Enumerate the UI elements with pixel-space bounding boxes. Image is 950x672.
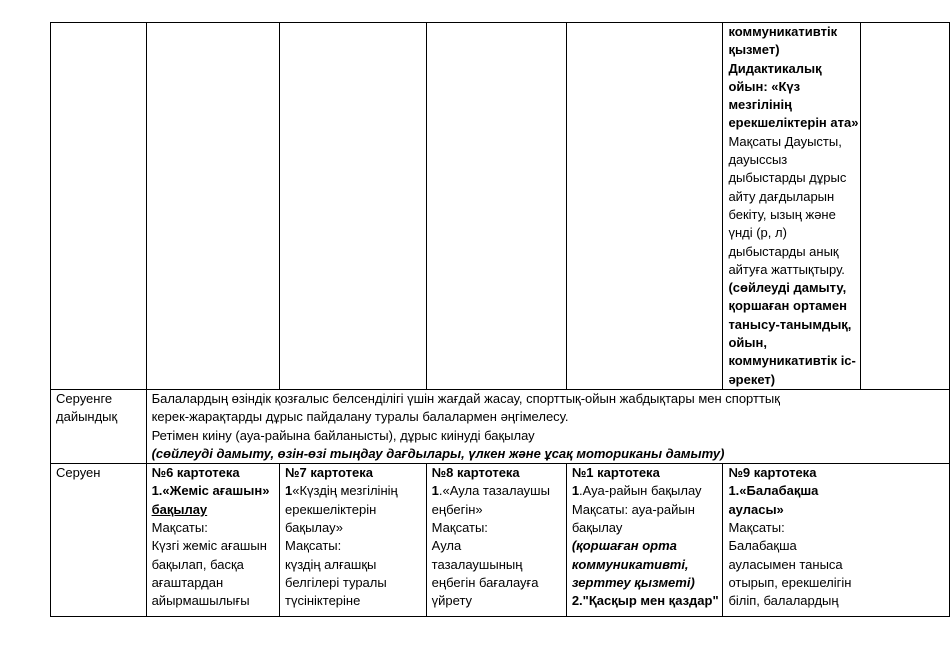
- text-line: (сөйлеуді дамыту,: [728, 280, 847, 296]
- text-segment: .«Аула тазалаушы: [438, 483, 550, 499]
- text-line: ерекшеліктерін ата»: [728, 115, 859, 131]
- text-line: дыбыстарды анық: [728, 243, 839, 259]
- text-line: Мақсаты:: [728, 520, 785, 536]
- text-line: №6 картотека: [151, 465, 240, 481]
- row1-cell-3: [426, 23, 566, 390]
- text-line: Мақсаты Дауысты,: [728, 133, 842, 149]
- text-line: мезгілінің: [728, 97, 792, 113]
- text-line: Балабақша: [728, 538, 797, 554]
- row1-label-cell: [51, 23, 147, 390]
- text-line: үнді (р, л): [728, 225, 787, 241]
- text-segment: 1: [431, 483, 439, 499]
- text-line: ойын: «Күз: [728, 78, 801, 94]
- text-line: еңбегін»: [431, 501, 483, 517]
- text-line: ауласымен таныса: [728, 556, 843, 572]
- text-line: отырып, ерекшелігін: [728, 574, 852, 590]
- table-row-continued: [51, 23, 950, 390]
- text-line: дауыссыз: [728, 152, 788, 168]
- text-line: ерекшеліктерін: [285, 501, 377, 517]
- text-line: үйрету: [431, 593, 473, 609]
- text-line: [572, 482, 721, 500]
- text-line: Мақсаты:: [151, 520, 208, 536]
- text-line: бақылау: [571, 520, 623, 536]
- text-line: №9 картотека: [728, 465, 817, 481]
- text-segment: 1: [571, 483, 580, 499]
- row3-cell-4: [566, 464, 723, 617]
- text-line: Аула: [431, 538, 462, 554]
- text-line: зерттеу қызметі): [571, 574, 695, 590]
- row-label-line: дайындық: [56, 409, 118, 425]
- text-line: коммуникативтік: [728, 24, 838, 39]
- text-line: [285, 482, 424, 500]
- row2-label-cell: [51, 390, 147, 464]
- row3-cell-2: [280, 464, 427, 617]
- row3-label-cell: [51, 464, 147, 617]
- text-line: ағаштардан: [151, 574, 224, 590]
- text-line: №1 картотека: [571, 465, 660, 481]
- text-line: [432, 482, 564, 500]
- text-line: 1.«Балабақша: [728, 483, 819, 499]
- text-line: бақылап, басқа: [151, 556, 244, 572]
- text-line: айырмашылығы: [151, 593, 250, 609]
- text-line: ауласы»: [728, 501, 784, 517]
- text-line: әрекет): [728, 371, 776, 387]
- text-line: Ретімен киіну (ауа-райына байланысты), дұрыс киінуді бақылау: [151, 427, 535, 443]
- table-row-walk: [51, 464, 950, 617]
- row1-cell-2: [280, 23, 427, 390]
- text-line: біліп, балалардың: [728, 593, 839, 609]
- text-line: қызмет): [728, 42, 780, 58]
- text-line: бақылау: [151, 501, 208, 517]
- text-line: Мақсаты:: [285, 538, 342, 554]
- row3-cell-5: [723, 464, 950, 617]
- text-line: №8 картотека: [431, 465, 520, 481]
- table-row-walk-preparation: [51, 390, 950, 464]
- row1-cell-5: [723, 23, 861, 390]
- text-line: (қоршаған орта: [571, 538, 677, 554]
- text-line: бақылау»: [285, 520, 343, 536]
- row1-cell-4: [566, 23, 723, 390]
- text-segment: 1: [285, 483, 293, 499]
- row-label-line: Серуен: [56, 465, 101, 481]
- text-line: еңбегін бағалауға: [431, 574, 539, 590]
- text-line: танысу-танымдық,: [728, 316, 852, 332]
- text-line: тазалаушының: [431, 556, 523, 572]
- text-line: қоршаған ортамен: [728, 298, 848, 314]
- text-line: керек-жарақтарды дұрыс пайдалану туралы балалармен әңгімелесу.: [151, 409, 569, 425]
- text-line: 2."Қасқыр мен қаздар": [571, 593, 719, 609]
- text-line: айтуға жаттықтыру.: [728, 261, 845, 277]
- text-line: Мақсаты:: [431, 520, 488, 536]
- text-line: 1.«Жеміс ағашын»: [151, 483, 270, 499]
- text-line: коммуникативтік іс-: [728, 353, 856, 369]
- row-label-line: Серуенге: [56, 391, 113, 406]
- text-line: ойын,: [728, 335, 767, 351]
- text-line: Балалардың өзіндік қозғалыс белсенділігі үшін жағдай жасау, спорттық-ойын жабдықтары мен спорттық: [151, 391, 780, 406]
- row3-cell-3: [426, 464, 566, 617]
- text-line: коммуникативті,: [571, 556, 689, 572]
- text-line: дыбыстарды дұрыс: [728, 170, 847, 186]
- text-line: күздің алғашқы: [285, 556, 377, 572]
- text-line: Күзгі жеміс ағашын: [151, 538, 267, 554]
- row2-content-cell: [146, 390, 949, 464]
- text-line: бекіту, ызың және: [728, 206, 836, 222]
- text-line: түсініктеріне: [285, 593, 361, 609]
- text-line: белгілері туралы: [285, 574, 387, 590]
- text-segment: «Күздің мезгілінің: [292, 483, 398, 499]
- row1-cell-1: [146, 23, 279, 390]
- text-segment: .Ауа-райын бақылау: [579, 483, 702, 499]
- row3-cell-1: [146, 464, 279, 617]
- text-line: Дидактикалық: [728, 60, 822, 76]
- row1-cell-6: [861, 23, 950, 390]
- text-line: айту дағдыларын: [728, 188, 835, 204]
- text-line: (сөйлеуді дамыту, өзін-өзі тыңдау дағдылары, үлкен және ұсақ моториканы дамыту): [151, 445, 725, 461]
- text-line: №7 картотека: [285, 465, 374, 481]
- text-line: Мақсаты: ауа-райын: [571, 501, 695, 517]
- schedule-table: [50, 22, 950, 617]
